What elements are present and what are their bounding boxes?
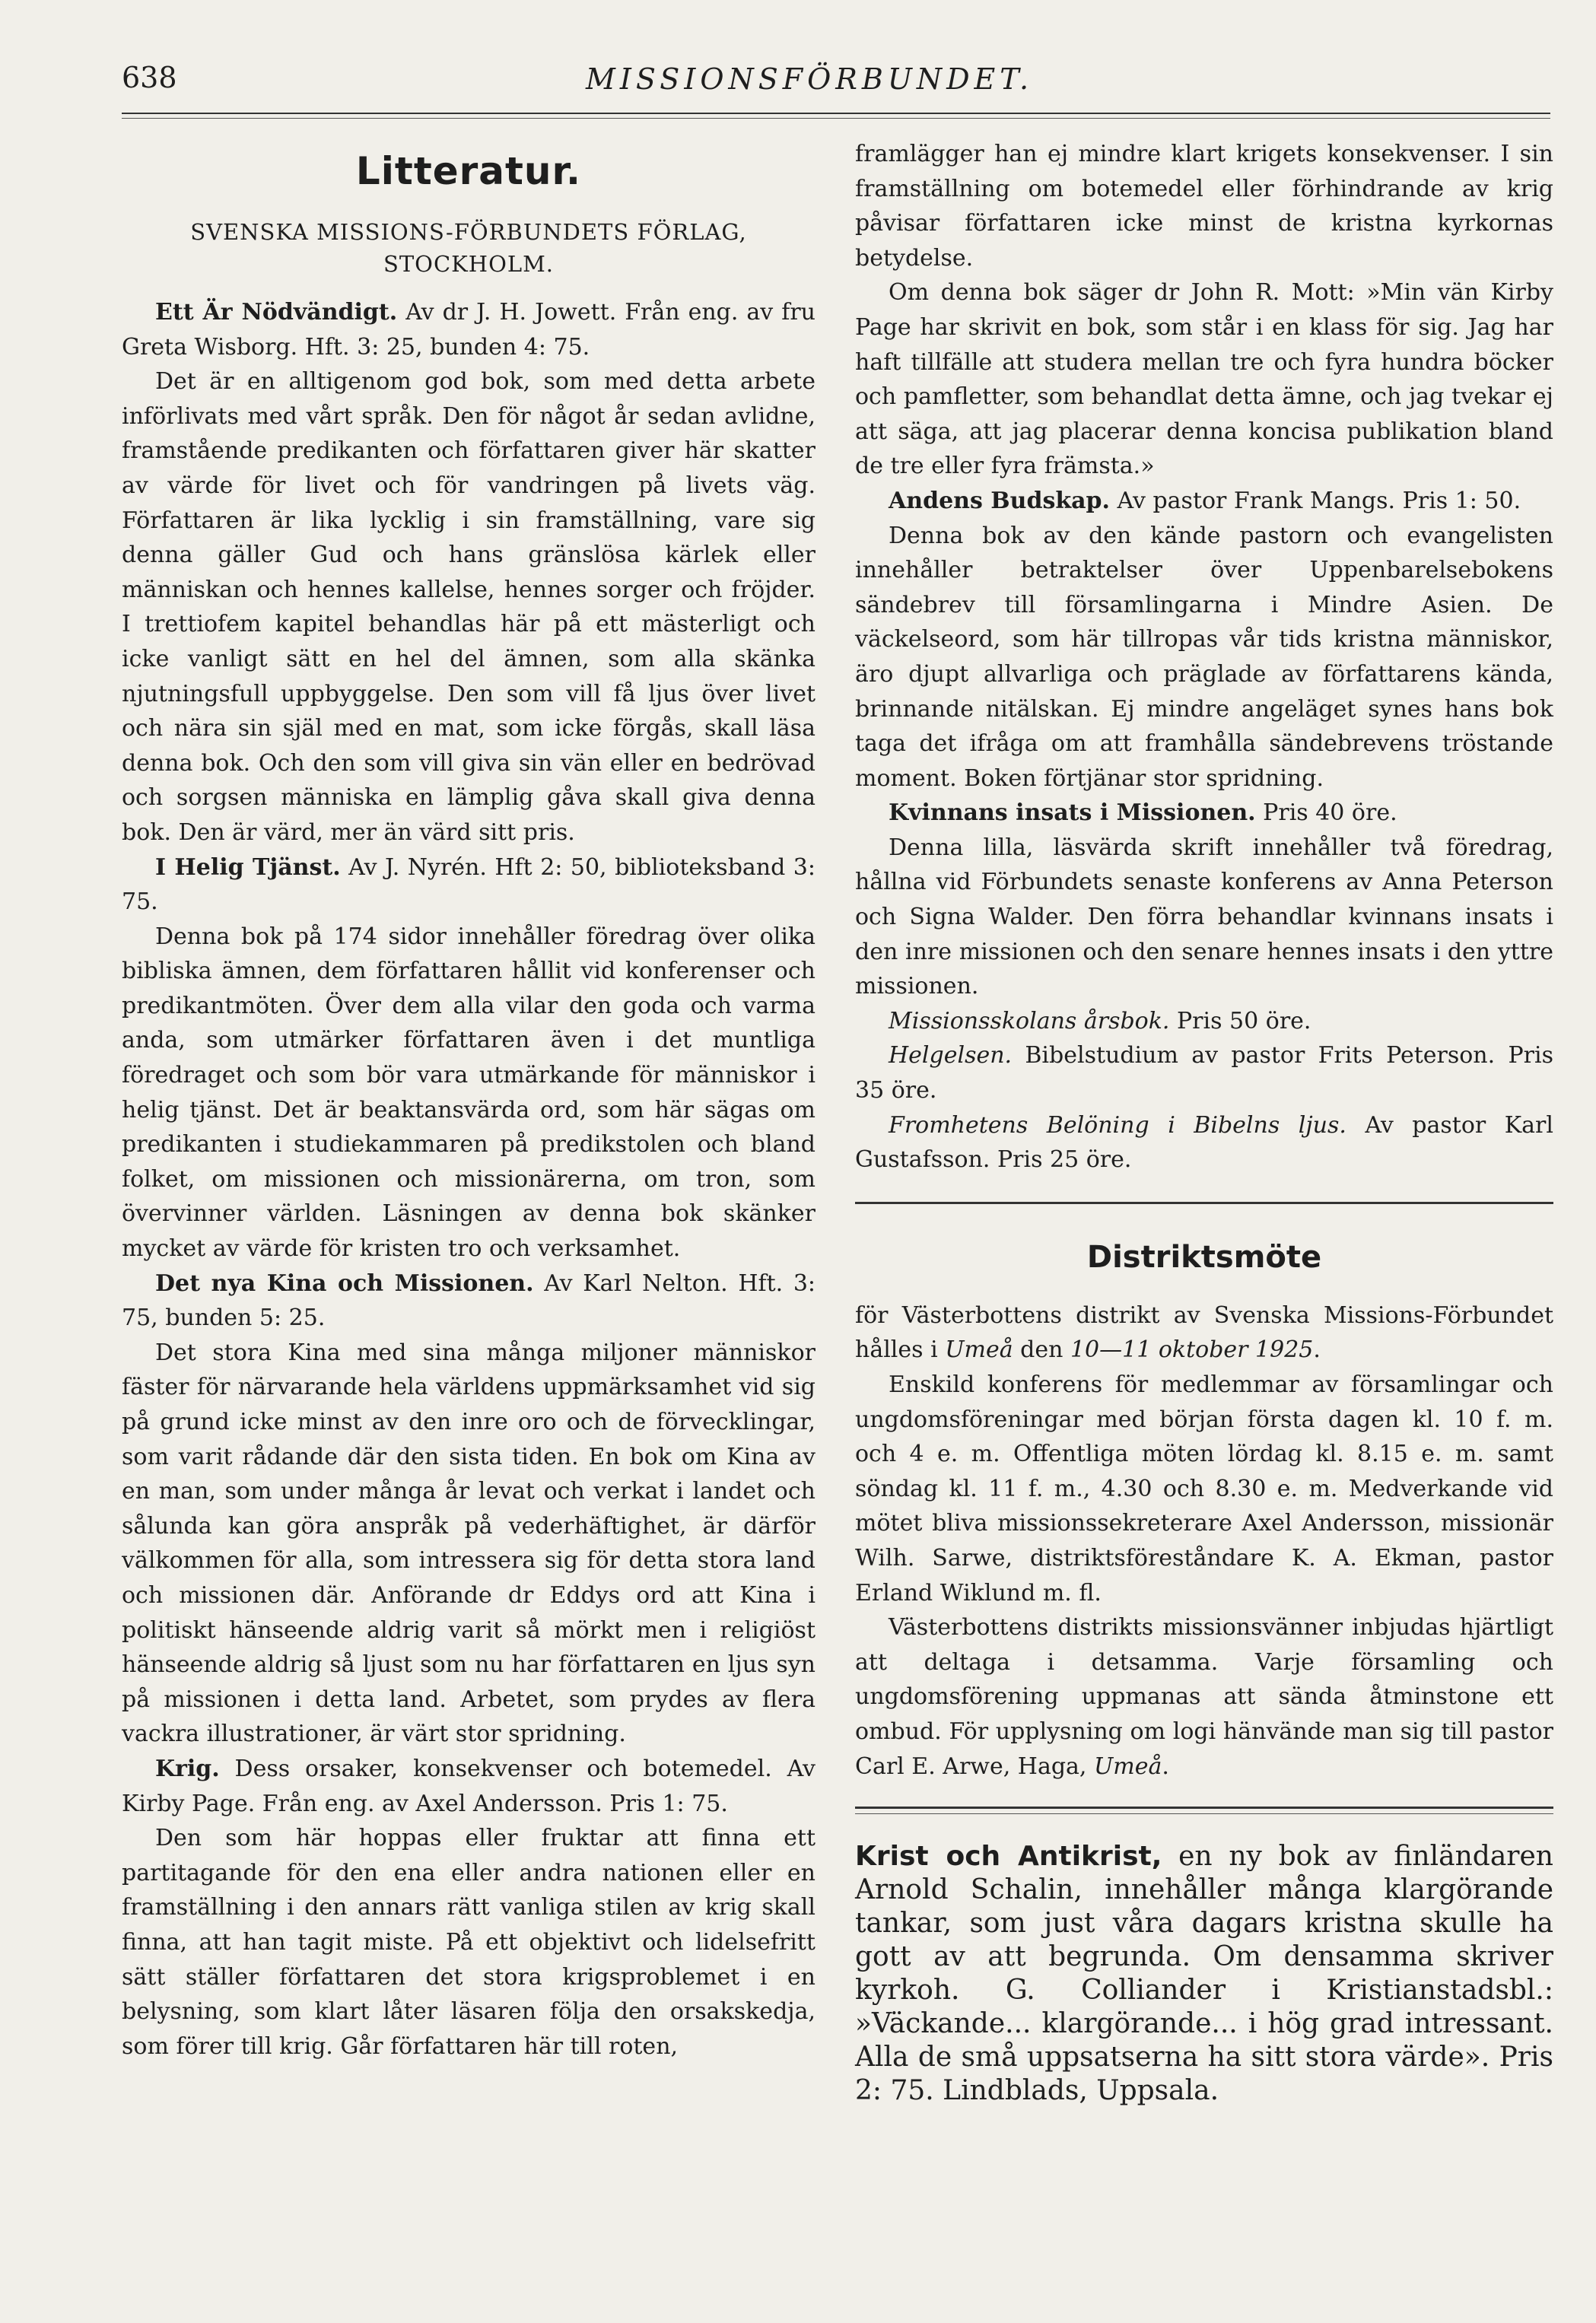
book-details: Av pastor Karl Gustafsson. Pris 25 öre. (855, 1111, 1553, 1174)
book-title: I Helig Tjänst. (155, 853, 341, 881)
book-entry (855, 1004, 1553, 1039)
book-review-continued: framlägger han ej mindre klart krigets konsekvenser. I sin framställning om botemedel eller förhindrande av krig påvisar författaren icke minst de kristna kyrkornas betydelse. (855, 141, 1553, 272)
section-title-litteratur: Litteratur. (355, 149, 582, 193)
section-title-distriktsmote: Distriktsmöte (1086, 1239, 1322, 1275)
page-header (122, 53, 1596, 114)
book-entry (122, 295, 815, 364)
book-details: Dess orsaker, konsekvenser och botemedel. Av Kirby Page. Från eng. av Axel Andersson. Pris 1: 75. (122, 1755, 815, 1817)
district-date: 10—11 oktober 1925 (1070, 1336, 1314, 1364)
book-title: Ett Är Nödvändigt. (155, 299, 398, 326)
book-title: Krig. (155, 1755, 220, 1782)
book-review: Denna lilla, läsvärda skrift innehåller två föredrag, hållna vid Förbundets senaste konferens av Anna Peterson och Signa Walder. Den förra behandlar kvinnans insats i den inre missionen och den senare hennes insats i den yttre missionen. (855, 834, 1553, 1000)
book-entry (855, 1038, 1553, 1107)
book-details: Pris 40 öre. (1255, 799, 1397, 827)
book-entry (855, 484, 1553, 519)
district-place: Umeå (945, 1336, 1013, 1364)
district-intro-text: för Västerbottens distrikt av Svenska Missions-Förbundet hålles i (855, 1301, 1553, 1364)
book-review: Denna bok av den kände pastorn och evangelisten innehåller betraktelser över Uppenbarelsebokens sändebrev till församlingarna i Mindre Asien. De väckelseord, som här tillropas vår tids kristna människor, äro djupt allvarliga och präglade av författarens kända, brinnande nitälskan. Ej mindre angeläget synes hans bok taga det ifråga om att framhålla sändebrevens tröstande moment. Boken förtjänar stor spridning. (855, 522, 1553, 792)
book-review: Det stora Kina med sina många miljoner människor fäster för närvarande hela världens uppmärksamhet vid sig på grund icke minst av den inre oro och de förvecklingar, som varit rådande där den sista tiden. En bok om Kina av en man, som under många år levat och verkat i landet och sålunda kan göra anspråk på vederhäftighet, är därför välkommen för alla, som intressera sig för detta stora land och missionen där. Anförande dr Eddys ord att Kina i politiskt hänseende aldrig varit så mörkt men i religiöst hänseende aldrig så ljust som nu har författaren en ljus syn på missionen i detta land. Arbetet, som prydes av flera vackra illustrationer, är värt stor spridning. (122, 1339, 815, 1748)
ad-divider (855, 1807, 1553, 1809)
book-details: Av pastor Frank Mangs. Pris 1: 50. (1109, 487, 1521, 514)
publisher-line-2: STOCKHOLM. (383, 251, 555, 277)
district-contact-place: Umeå (1094, 1753, 1162, 1780)
book-details: Pris 50 öre. (1169, 1007, 1311, 1034)
ad-text: en ny bok av finländaren Arnold Schalin, innehåller många klargörande tankar, som just våra dagars kristna skulle ha gott av att begrunda. Om densamma skriver kyrkoh. G. Colliander i Kristianstadsbl.: »Väckande... klargörande... i hög grad intressant. Alla de små uppsatserna ha sitt stora värde». Pris 2: 75. Lindblads, Uppsala. (855, 1841, 1553, 2107)
district-intro (855, 1298, 1553, 1368)
district-paragraph-end: . (1162, 1753, 1169, 1780)
header-rule (122, 113, 1550, 114)
district-paragraph: Enskild konferens för medlemmar av församlingar och ungdomsföreningar med början första dagen kl. 10 f. m. och 4 e. m. Offentliga möten lördag kl. 8.15 e. m. samt söndag kl. 11 f. m., 4.30 och 8.30 e. m. Medverkande vid mötet bliva missionssekreterare Axel Andersson, missionär Wilh. Sarwe, distriktsföreståndare K. A. Ekman, pastor Erland Wiklund m. fl. (855, 1371, 1553, 1606)
section-divider (855, 1202, 1553, 1204)
district-intro-text-2: den (1013, 1336, 1070, 1364)
book-review: Denna bok på 174 sidor innehåller föredrag över olika bibliska ämnen, dem författaren hållit vid konferenser och predikantmöten. Över dem alla vilar den goda och varma anda, som utmärker författaren även i det muntliga föredraget och som bör vara utmärkande för människor i helig tjänst. Det är beaktansvärda ord, som här sägas om predikanten i studiekammaren på predikstolen och bland folket, om missionen och missionärerna, om tron, som övervinner världen. Läsningen av denna bok skänker mycket av värde för kristen tro och verksamhet. (122, 923, 815, 1263)
publisher-heading (122, 216, 815, 280)
right-column (855, 137, 1553, 2108)
book-details: Av dr J. H. Jowett. Från eng. av fru Greta Wisborg. Hft. 3: 25, bunden 4: 75. (122, 299, 815, 361)
book-entry (122, 1266, 815, 1336)
book-entry (855, 1108, 1553, 1177)
book-review: Den som här hoppas eller fruktar att finna ett partitagande för den ena eller andra nationen eller en framställning i den annars rätt vanliga stilen av krig skall finna, att han tagit miste. På ett objektivt och lidelsefritt sätt ställer författaren det stora krigsproblemet i en belysning, som klart låter läsaren följa den orsakskedja, som förer till krig. Går författaren här till roten, (122, 1825, 815, 2060)
publisher-line-1: SVENSKA MISSIONS-FÖRBUNDETS FÖRLAG, (190, 219, 747, 245)
advertisement (855, 1840, 1553, 2108)
book-title: Kvinnans insats i Missionen. (889, 799, 1256, 827)
book-title: Andens Budskap. (889, 487, 1110, 514)
left-column (122, 137, 815, 2064)
book-title: Det nya Kina och Missionen. (155, 1270, 534, 1297)
district-paragraph-text: Västerbottens distrikts missionsvänner inbjudas hjärtligt att deltaga i detsamma. Varje församling och ungdomsförening uppmanas att sända åtminstone ett ombud. För upplysning om logi hänvände man sig till pastor Carl E. Arwe, Haga, (855, 1614, 1553, 1780)
book-details: Av J. Nyrén. Hft 2: 50, biblioteksband 3: 75. (122, 853, 815, 916)
masthead: MISSIONSFÖRBUNDET. (586, 62, 1034, 96)
district-intro-end: . (1313, 1336, 1321, 1364)
book-quote: Om denna bok säger dr John R. Mott: »Min vän Kirby Page har skrivit en bok, som står i en klass för sig. Jag har haft tillfälle att studera mellan tre och fyra hundra böcker och pamfletter, som behandlat detta ämne, och jag tvekar ej att säga, att jag placerar denna koncisa publikation bland de tre eller fyra främsta.» (855, 279, 1553, 480)
book-title: Fromhetens Belöning i Bibelns ljus. (889, 1111, 1346, 1139)
book-entry (122, 850, 815, 920)
page-number: 638 (122, 61, 177, 94)
book-entry (122, 1752, 815, 1821)
book-entry (855, 796, 1553, 831)
ad-divider-thin (855, 1813, 1553, 1814)
book-review: Det är en alltigenom god bok, som med detta arbete införlivats med vårt språk. Den för något år sedan avlidne, framstående predikanten och författaren giver här skatter av värde för livet och för vandringen på livets väg. Författaren är lika lycklig i sin framställning, vare sig denna gäller Gud och hans gränslösa kärlek eller människan och hennes kallelse, hennes sorger och fröjder. I trettiofem kapitel behandlas här på ett mästerligt och icke vanligt sätt en hel del ämnen, som alla skänka njutningsfull uppbyggelse. Den som vill få ljus över livet och nära sin själ med en mat, som icke förgås, skall läsa denna bok. Och den som vill giva sin vän eller en bedrövad och sorgsen människa en lämplig gåva skall giva denna bok. Den är värd, mer än värd sitt pris. (122, 368, 815, 846)
book-details: Bibelstudium av pastor Frits Peterson. Pris 35 öre. (855, 1042, 1553, 1104)
book-title: Missionsskolans årsbok. (889, 1007, 1170, 1034)
book-details: Av Karl Nelton. Hft. 3: 75, bunden 5: 25. (122, 1270, 816, 1332)
district-paragraph (855, 1610, 1553, 1784)
ad-title: Krist och Antikrist, (855, 1841, 1162, 1873)
header-rule-thin (122, 118, 1550, 119)
book-title: Helgelsen. (889, 1042, 1013, 1069)
